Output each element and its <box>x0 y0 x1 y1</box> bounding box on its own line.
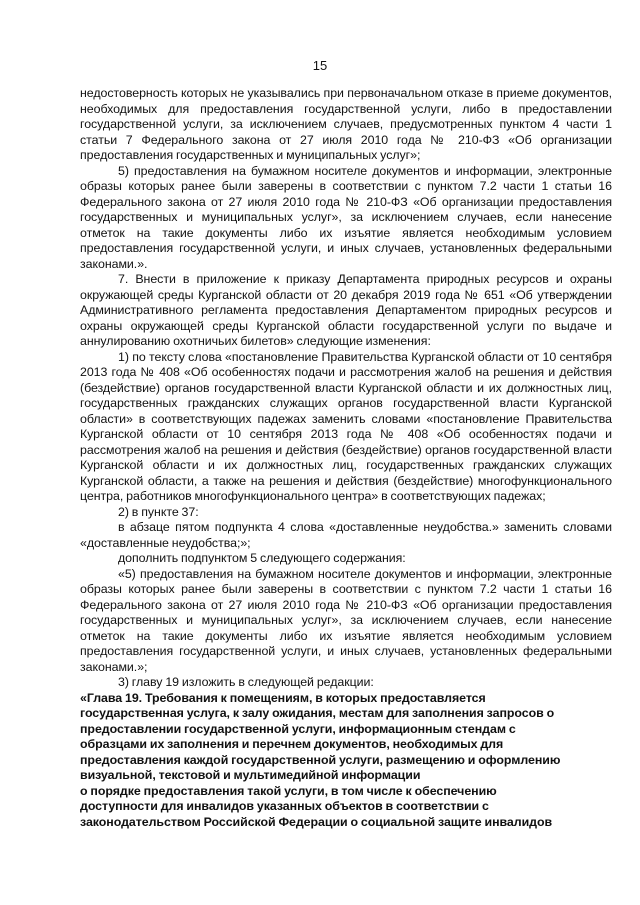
heading-line: «Глава 19. Требования к помещениям, в которых предоставляется <box>80 690 486 705</box>
paragraph-item-7: 7. Внести в приложение к приказу Департамента природных ресурсов и охраны окружающей среды Курганской области от 20 декабря 2019 года № 651 «Об утверждении Административного регламента предоставления Департаментом природных ресурсов и охраны окружающей среды Курганской области государственной услуги по выдаче и аннулированию охотничьих билетов» следующие изменения: <box>80 272 612 348</box>
heading-line: доступности для инвалидов указанных объектов в соответствии с <box>80 799 489 813</box>
paragraph-subitem-1: 1) по тексту слова «постановление Правительства Курганской области от 10 сентября 2013 года № 408 «Об особенностях подачи и рассмотрения жалоб на решения и действия (бездействие) органов государственной власти Курганской области и их должностных лиц, государственных гражданских служащих органов государственной власти Курганской области» в соответствующих падежах заменить словами «постановление Правительства Курганской области от 10 сентября 2013 года № 408 «Об особенностях подачи и рассмотрения жалоб на решения и действия (бездействие) органов государственной власти Курганской области и их должностных лиц, государственных гражданских служащих Курганской области, а также на решения и действия (бездействие) многофункционального центра, работников многофункционального центра» в соответствующих падежах; <box>80 349 612 503</box>
paragraph-continuation: недостоверность которых не указывались при первоначальном отказе в приеме документов, необходимых для предоставления государственной услуги, либо в предоставлении государственной услуги, за исключением случаев, предусмотренных пунктом 4 части 1 статьи 7 Федерального закона от 27 июля 2010 года № 210-ФЗ «Об организации предоставления государственных и муниципальных услуг»; <box>80 86 612 162</box>
heading-line: предоставления каждой государственной услуги, размещению и оформлению <box>80 752 561 767</box>
heading-line: предоставлении государственной услуги, информационным стендам с <box>80 721 516 736</box>
paragraph-quoted-item-5: «5) предоставления на бумажном носителе документов и информации, электронные образы которых ранее были заверены в соответствии с пунктом 7.2 части 1 статьи 16 Федерального закона от 27 июля 2010 года № 210-ФЗ «Об организации предоставления государственных и муниципальных услуг», за исключением случаев, если нанесение отметок на такие документы либо их изъятие является необходимым условием предоставления государственной услуги, и иных случаев, установленных федеральными законами.»; <box>80 566 612 674</box>
heading-line: о порядке предоставления такой услуги, в том числе к обеспечению <box>80 783 497 798</box>
heading-line: образцами их заполнения и перечнем документов, необходимых для <box>80 737 504 751</box>
heading-line: государственная услуга, к залу ожидания, местам для заполнения запросов о <box>80 706 555 720</box>
heading-line: законодательством Российской Федерации о социальной защите инвалидов <box>80 814 553 829</box>
paragraph-item-5: 5) предоставления на бумажном носителе документов и информации, электронные образы которых ранее были заверены в соответствии с пунктом 7.2 части 1 статьи 16 Федерального закона от 27 июля 2010 года № 210-ФЗ «Об организации предоставления государственных и муниципальных услуг», за исключением случаев, если нанесение отметок на такие документы либо их изъятие является необходимым условием предоставления государственной услуги, и иных случаев, установленных федеральными законами.». <box>80 163 612 271</box>
paragraph-subitem-2: 2) в пункте 37: <box>118 504 199 519</box>
paragraph-dopolnit: дополнить подпунктом 5 следующего содержания: <box>118 551 406 565</box>
paragraph-subitem-3: 3) главу 19 изложить в следующей редакции: <box>118 675 374 689</box>
heading-line: визуальной, текстовой и мультимедийной информации <box>80 768 421 782</box>
page-number: 15 <box>312 58 328 73</box>
document-body <box>80 86 612 830</box>
paragraph-abzac-pyatyy: в абзаце пятом подпункта 4 слова «доставленные неудобства.» заменить словами «доставленные неудобства;»; <box>80 520 612 550</box>
chapter-19-heading <box>80 691 612 831</box>
